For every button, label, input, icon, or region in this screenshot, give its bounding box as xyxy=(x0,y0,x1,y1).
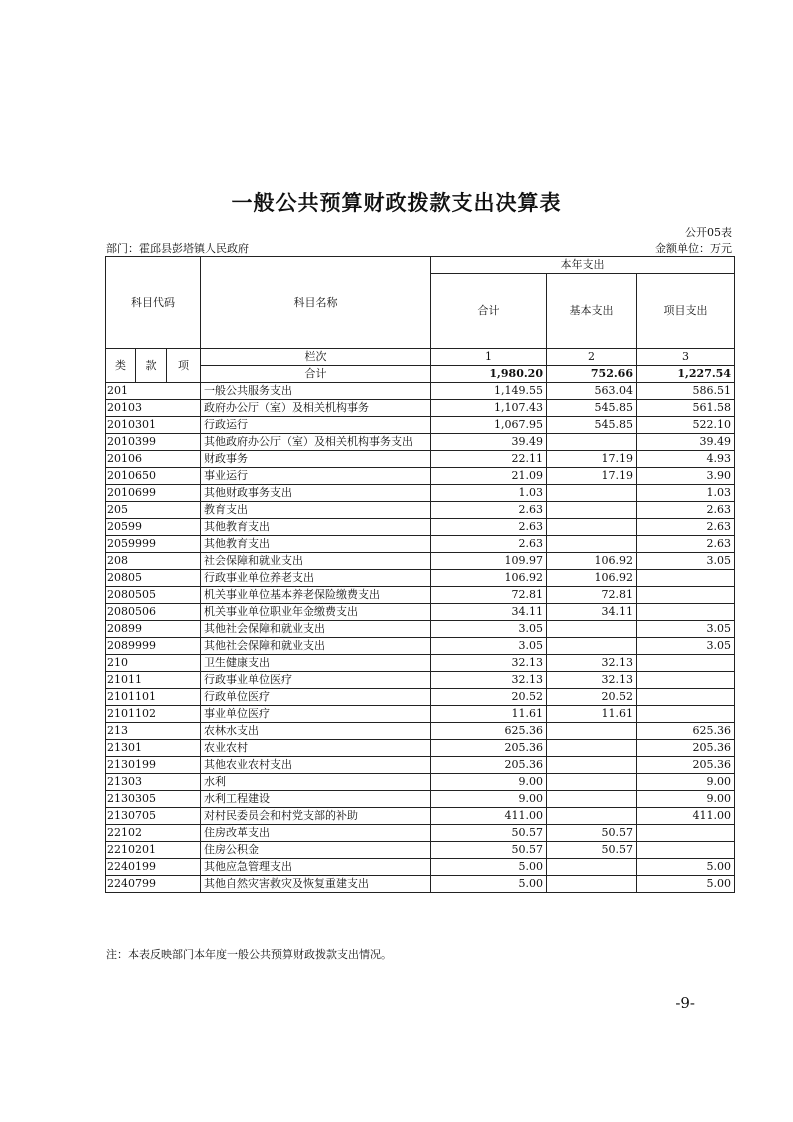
row-name: 行政事业单位医疗 xyxy=(201,672,431,689)
row-code: 208 xyxy=(106,553,201,570)
row-basic xyxy=(547,536,637,553)
row-code: 205 xyxy=(106,502,201,519)
row-basic xyxy=(547,621,637,638)
row-code: 21301 xyxy=(106,740,201,757)
row-code: 213 xyxy=(106,723,201,740)
row-total: 11.61 xyxy=(431,706,547,723)
row-total: 32.13 xyxy=(431,655,547,672)
row-project: 2.63 xyxy=(637,536,735,553)
row-total: 411.00 xyxy=(431,808,547,825)
table-row xyxy=(106,791,735,808)
row-code: 20106 xyxy=(106,451,201,468)
total-basic: 752.66 xyxy=(547,366,637,383)
row-code: 201 xyxy=(106,383,201,400)
row-name: 事业运行 xyxy=(201,468,431,485)
row-total: 5.00 xyxy=(431,859,547,876)
row-project xyxy=(637,570,735,587)
row-basic: 34.11 xyxy=(547,604,637,621)
row-code: 2080506 xyxy=(106,604,201,621)
row-name: 对村民委员会和村党支部的补助 xyxy=(201,808,431,825)
row-basic xyxy=(547,638,637,655)
row-basic: 106.92 xyxy=(547,553,637,570)
row-code: 20103 xyxy=(106,400,201,417)
row-code: 2130705 xyxy=(106,808,201,825)
header-kuan: 款 xyxy=(136,349,167,383)
row-total: 109.97 xyxy=(431,553,547,570)
row-total: 106.92 xyxy=(431,570,547,587)
row-project: 3.90 xyxy=(637,468,735,485)
row-project: 625.36 xyxy=(637,723,735,740)
row-total: 32.13 xyxy=(431,672,547,689)
table-row xyxy=(106,842,735,859)
row-total: 20.52 xyxy=(431,689,547,706)
table-row xyxy=(106,502,735,519)
table-row xyxy=(106,451,735,468)
table-row xyxy=(106,808,735,825)
row-code: 20599 xyxy=(106,519,201,536)
table-row xyxy=(106,638,735,655)
row-project: 586.51 xyxy=(637,383,735,400)
row-project xyxy=(637,842,735,859)
row-basic: 17.19 xyxy=(547,468,637,485)
row-code: 2089999 xyxy=(106,638,201,655)
row-basic: 72.81 xyxy=(547,587,637,604)
row-total: 50.57 xyxy=(431,825,547,842)
table-row xyxy=(106,400,735,417)
row-project: 5.00 xyxy=(637,876,735,893)
header-project: 项目支出 xyxy=(637,274,735,349)
row-total: 9.00 xyxy=(431,791,547,808)
row-project: 2.63 xyxy=(637,502,735,519)
table-row xyxy=(106,876,735,893)
row-code: 20899 xyxy=(106,621,201,638)
row-total: 1,107.43 xyxy=(431,400,547,417)
header-name: 科目名称 xyxy=(201,257,431,349)
row-name: 机关事业单位基本养老保险缴费支出 xyxy=(201,587,431,604)
row-name: 事业单位医疗 xyxy=(201,706,431,723)
row-total: 50.57 xyxy=(431,842,547,859)
row-basic: 32.13 xyxy=(547,672,637,689)
row-name: 行政运行 xyxy=(201,417,431,434)
row-total: 1,067.95 xyxy=(431,417,547,434)
table-row xyxy=(106,519,735,536)
table-row xyxy=(106,383,735,400)
row-total: 34.11 xyxy=(431,604,547,621)
table-row xyxy=(106,723,735,740)
row-basic: 545.85 xyxy=(547,400,637,417)
row-name: 其他社会保障和就业支出 xyxy=(201,638,431,655)
row-basic xyxy=(547,502,637,519)
row-total: 39.49 xyxy=(431,434,547,451)
row-project: 522.10 xyxy=(637,417,735,434)
table-row xyxy=(106,468,735,485)
row-total: 2.63 xyxy=(431,519,547,536)
table-row xyxy=(106,774,735,791)
row-basic xyxy=(547,808,637,825)
row-code: 2240799 xyxy=(106,876,201,893)
total-row xyxy=(106,366,735,383)
table-row xyxy=(106,604,735,621)
row-basic xyxy=(547,791,637,808)
row-project: 3.05 xyxy=(637,621,735,638)
row-code: 2010699 xyxy=(106,485,201,502)
row-basic xyxy=(547,519,637,536)
row-name: 其他自然灾害救灾及恢复重建支出 xyxy=(201,876,431,893)
table-row xyxy=(106,621,735,638)
row-name: 行政单位医疗 xyxy=(201,689,431,706)
row-project: 9.00 xyxy=(637,791,735,808)
header-col2: 2 xyxy=(547,349,637,366)
row-basic: 50.57 xyxy=(547,825,637,842)
row-project xyxy=(637,604,735,621)
total-label: 合计 xyxy=(201,366,431,383)
row-project: 5.00 xyxy=(637,859,735,876)
row-name: 其他政府办公厅（室）及相关机构事务支出 xyxy=(201,434,431,451)
table-row xyxy=(106,417,735,434)
row-code: 2080505 xyxy=(106,587,201,604)
row-total: 1.03 xyxy=(431,485,547,502)
row-name: 其他教育支出 xyxy=(201,519,431,536)
row-total: 205.36 xyxy=(431,740,547,757)
row-name: 其他应急管理支出 xyxy=(201,859,431,876)
row-name: 社会保障和就业支出 xyxy=(201,553,431,570)
header-total: 合计 xyxy=(431,274,547,349)
row-basic xyxy=(547,485,637,502)
expenditure-table xyxy=(105,256,735,893)
row-basic: 11.61 xyxy=(547,706,637,723)
row-name: 其他财政事务支出 xyxy=(201,485,431,502)
row-name: 一般公共服务支出 xyxy=(201,383,431,400)
table-row xyxy=(106,587,735,604)
row-name: 水利工程建设 xyxy=(201,791,431,808)
header-lei: 类 xyxy=(106,349,136,383)
header-row-order xyxy=(106,349,735,366)
row-name: 住房改革支出 xyxy=(201,825,431,842)
row-code: 2059999 xyxy=(106,536,201,553)
table-row xyxy=(106,757,735,774)
header-col3: 3 xyxy=(637,349,735,366)
header-row-1 xyxy=(106,257,735,274)
table-row xyxy=(106,859,735,876)
row-code: 2210201 xyxy=(106,842,201,859)
row-total: 9.00 xyxy=(431,774,547,791)
table-note: 注：本表反映部门本年度一般公共预算财政拨款支出情况。 xyxy=(106,948,392,961)
table-row xyxy=(106,825,735,842)
row-basic xyxy=(547,859,637,876)
row-code: 2101102 xyxy=(106,706,201,723)
row-project xyxy=(637,655,735,672)
row-name: 机关事业单位职业年金缴费支出 xyxy=(201,604,431,621)
row-code: 2010399 xyxy=(106,434,201,451)
table-row xyxy=(106,536,735,553)
header-xiang: 项 xyxy=(167,349,201,383)
unit-label: 金额单位：万元 xyxy=(655,242,732,255)
row-total: 72.81 xyxy=(431,587,547,604)
row-code: 21011 xyxy=(106,672,201,689)
page-number: -9- xyxy=(675,994,695,1012)
row-total: 2.63 xyxy=(431,502,547,519)
row-name: 卫生健康支出 xyxy=(201,655,431,672)
row-total: 21.09 xyxy=(431,468,547,485)
row-basic xyxy=(547,774,637,791)
page-title: 一般公共预算财政拨款支出决算表 xyxy=(231,190,562,215)
table-row xyxy=(106,553,735,570)
row-basic: 106.92 xyxy=(547,570,637,587)
table-row xyxy=(106,672,735,689)
row-code: 2240199 xyxy=(106,859,201,876)
row-name: 住房公积金 xyxy=(201,842,431,859)
row-name: 农业农村 xyxy=(201,740,431,757)
row-name: 教育支出 xyxy=(201,502,431,519)
row-code: 20805 xyxy=(106,570,201,587)
row-total: 1,149.55 xyxy=(431,383,547,400)
row-project: 1.03 xyxy=(637,485,735,502)
row-code: 2130305 xyxy=(106,791,201,808)
form-number: 公开05表 xyxy=(685,226,732,239)
table-row xyxy=(106,485,735,502)
row-project xyxy=(637,587,735,604)
row-total: 22.11 xyxy=(431,451,547,468)
row-project: 3.05 xyxy=(637,638,735,655)
row-basic: 17.19 xyxy=(547,451,637,468)
row-name: 财政事务 xyxy=(201,451,431,468)
row-basic: 545.85 xyxy=(547,417,637,434)
row-project: 3.05 xyxy=(637,553,735,570)
row-project xyxy=(637,706,735,723)
row-total: 205.36 xyxy=(431,757,547,774)
header-current-year: 本年支出 xyxy=(431,257,735,274)
header-col1: 1 xyxy=(431,349,547,366)
row-total: 3.05 xyxy=(431,638,547,655)
row-basic xyxy=(547,876,637,893)
row-project: 205.36 xyxy=(637,757,735,774)
table-row xyxy=(106,570,735,587)
row-project: 411.00 xyxy=(637,808,735,825)
row-code: 21303 xyxy=(106,774,201,791)
row-total: 5.00 xyxy=(431,876,547,893)
department-label: 部门：霍邱县彭塔镇人民政府 xyxy=(106,242,249,255)
row-name: 其他农业农村支出 xyxy=(201,757,431,774)
table-row xyxy=(106,706,735,723)
table-row xyxy=(106,434,735,451)
row-project: 2.63 xyxy=(637,519,735,536)
row-name: 行政事业单位养老支出 xyxy=(201,570,431,587)
row-total: 2.63 xyxy=(431,536,547,553)
row-total: 625.36 xyxy=(431,723,547,740)
table-row xyxy=(106,655,735,672)
row-project xyxy=(637,672,735,689)
row-code: 210 xyxy=(106,655,201,672)
row-code: 2010301 xyxy=(106,417,201,434)
row-code: 2101101 xyxy=(106,689,201,706)
header-code: 科目代码 xyxy=(106,257,201,349)
row-basic xyxy=(547,434,637,451)
row-basic: 20.52 xyxy=(547,689,637,706)
row-code: 22102 xyxy=(106,825,201,842)
row-project xyxy=(637,689,735,706)
row-basic: 563.04 xyxy=(547,383,637,400)
row-basic: 50.57 xyxy=(547,842,637,859)
header-column-order: 栏次 xyxy=(201,349,431,366)
row-name: 水利 xyxy=(201,774,431,791)
total-project: 1,227.54 xyxy=(637,366,735,383)
row-name: 其他教育支出 xyxy=(201,536,431,553)
row-basic xyxy=(547,757,637,774)
row-basic xyxy=(547,740,637,757)
row-name: 农林水支出 xyxy=(201,723,431,740)
row-code: 2130199 xyxy=(106,757,201,774)
table-row xyxy=(106,689,735,706)
row-project xyxy=(637,825,735,842)
table-row xyxy=(106,740,735,757)
header-basic: 基本支出 xyxy=(547,274,637,349)
row-basic xyxy=(547,723,637,740)
row-name: 其他社会保障和就业支出 xyxy=(201,621,431,638)
row-project: 9.00 xyxy=(637,774,735,791)
row-project: 561.58 xyxy=(637,400,735,417)
row-project: 39.49 xyxy=(637,434,735,451)
row-project: 4.93 xyxy=(637,451,735,468)
row-code: 2010650 xyxy=(106,468,201,485)
row-total: 3.05 xyxy=(431,621,547,638)
row-project: 205.36 xyxy=(637,740,735,757)
row-basic: 32.13 xyxy=(547,655,637,672)
total-total: 1,980.20 xyxy=(431,366,547,383)
row-name: 政府办公厅（室）及相关机构事务 xyxy=(201,400,431,417)
